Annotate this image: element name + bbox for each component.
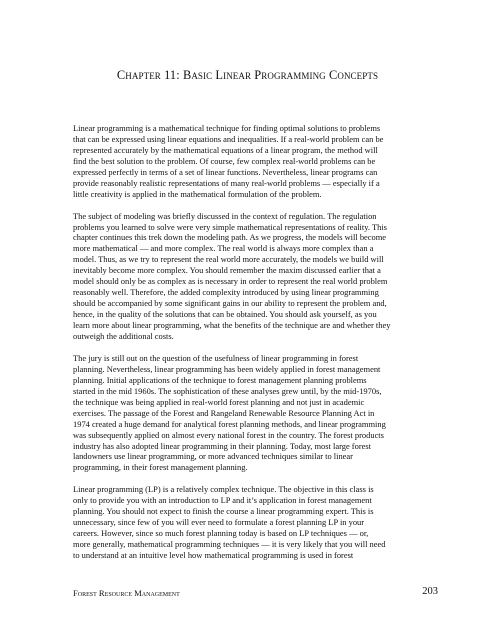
text-line: learn more about linear programming, what the benefits of the technique are and whether they (73, 320, 391, 331)
paragraph (73, 484, 437, 561)
text-line: hence, in the quality of the solutions that can be obtained. You should ask yourself, as you (73, 309, 377, 320)
text-line: planning. Nevertheless, linear programming has been widely applied in forest management (73, 363, 381, 374)
page-footer (73, 586, 438, 600)
text-line: to understand at an intuitive level how mathematical programming is used in forest (73, 549, 354, 560)
text-line: more generally, mathematical programming techniques — it is very likely that you will need (73, 539, 386, 550)
text-line: planning. Initial applications of the technique to forest management planning problems (73, 374, 367, 385)
text-line: that can be expressed using linear equations and inequalities. If a real-world problem can be (73, 133, 384, 144)
text-line: programming, in their forest management planning. (73, 462, 248, 473)
paragraph (73, 123, 437, 200)
text-line: provide reasonably realistic representations of many real-world problems — especially if a (73, 177, 380, 188)
text-line: landowners use linear programming, or more advanced techniques similar to linear (73, 451, 353, 462)
text-line: unnecessary, since few of you will ever need to formulate a forest planning LP in your (73, 517, 365, 528)
text-line: The subject of modeling was briefly discussed in the context of regulation. The regulation (73, 210, 377, 221)
text-line: The jury is still out on the question of the usefulness of linear programming in forest (73, 352, 359, 363)
text-line: expressed perfectly in terms of a set of linear functions. Nevertheless, linear programs can (73, 166, 378, 177)
text-line: chapter continues this trek down the modeling path. As we progress, the models will become (73, 232, 387, 243)
text-line: industry has also adopted linear programming in their planning. Today, most large forest (73, 440, 372, 451)
text-line: more mathematical — and more complex. The real world is always more complex than a (73, 243, 374, 254)
text-line: little creativity is applied in the mathematical formulation of the problem. (73, 188, 322, 199)
text-line: planning. You should not expect to finish the course a linear programming expert. This is (73, 506, 374, 517)
text-line: Linear programming (LP) is a relatively complex technique. The objective in this class is (73, 484, 374, 495)
text-line: inevitably become more complex. You should remember the maxim discussed earlier that a (73, 265, 381, 276)
chapter-title: Chapter 11: Basic Linear Programming Concepts (116, 68, 379, 82)
text-line: exercises. The passage of the Forest and Rangeland Renewable Resource Planning Act in (73, 407, 375, 418)
text-line: was subsequently applied on almost every national forest in the country. The forest products (73, 429, 384, 440)
text-line: should be accompanied by some significant gains in our ability to represent the problem and, (73, 298, 387, 309)
text-line: represented accurately by the mathematical equations of a linear program, the method will (73, 144, 378, 155)
body-text (73, 123, 437, 572)
text-line: outweigh the additional costs. (73, 331, 174, 342)
text-line: Linear programming is a mathematical technique for finding optimal solutions to problems (73, 123, 381, 133)
text-line: reasonably well. Therefore, the added complexity introduced by using linear programming (73, 287, 379, 298)
paragraph (73, 211, 437, 342)
text-line: careers. However, since so much forest planning today is based on LP techniques — or, (73, 528, 369, 539)
text-line: model. Thus, as we try to represent the real world more accurately, the models we build will (73, 254, 384, 265)
page-number: 203 (422, 586, 438, 597)
text-line: model should only be as complex as is necessary in order to represent the real world problem (73, 276, 388, 287)
text-line: started in the mid 1960s. The sophistication of these analyses grew until, by the mid-1970s, (73, 385, 382, 396)
text-line: the technique was being applied in real-world forest planning and not just in academic (73, 396, 365, 407)
text-line: problems you learned to solve were very simple mathematical representations of reality. This (73, 221, 387, 232)
text-line: only to provide you with an introduction to LP and it’s application in forest management (73, 495, 372, 506)
text-line: 1974 created a huge demand for analytical forest planning methods, and linear programming (73, 418, 386, 429)
running-title: Forest Resource Management (73, 588, 180, 598)
paragraph (73, 353, 437, 473)
text-line: find the best solution to the problem. Of course, few complex real-world problems can be (73, 155, 376, 166)
